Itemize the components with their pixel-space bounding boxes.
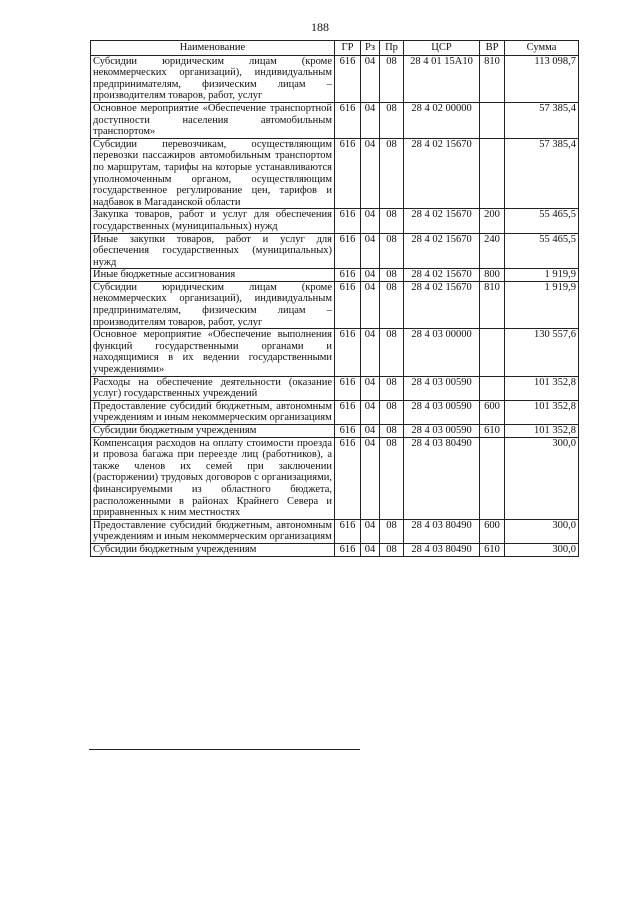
row-rz: 04 [361,519,380,543]
row-rz: 04 [361,543,380,556]
table-row [91,519,579,543]
row-vr [480,329,505,376]
row-rz: 04 [361,425,380,438]
row-csr: 28 4 02 15670 [404,209,480,233]
row-sum: 1 919,9 [505,281,579,328]
row-name: Компенсация расходов на оплату стоимости проезда и провоза багажа при переезде лиц (работников), а также членов их семей при заключении (расторжении) трудовых договоров с организациями, финансируемыми из областного бюджета, расположенными в районах Крайнего Севера и приравненных к ним местностях [91,437,335,519]
row-pr: 08 [380,55,404,102]
table-row [91,55,579,102]
row-gr: 616 [335,281,361,328]
row-pr: 08 [380,329,404,376]
row-csr: 28 4 03 80490 [404,543,480,556]
row-rz: 04 [361,376,380,400]
row-name: Основное мероприятие «Обеспечение транспортной доступности населения автомобильным транспортом» [91,102,335,138]
row-vr [480,437,505,519]
header-rz: Рз [361,41,380,56]
row-csr: 28 4 03 00590 [404,376,480,400]
row-vr: 600 [480,400,505,424]
row-vr: 800 [480,269,505,282]
row-gr: 616 [335,425,361,438]
row-vr: 610 [480,543,505,556]
row-vr: 610 [480,425,505,438]
row-vr: 810 [480,281,505,328]
header-sum: Сумма [505,41,579,56]
row-gr: 616 [335,209,361,233]
table-row [91,437,579,519]
table-row [91,269,579,282]
row-name: Предоставление субсидий бюджетным, автономным учреждениям и иным некоммерческим организациям [91,519,335,543]
row-vr: 810 [480,55,505,102]
row-gr: 616 [335,519,361,543]
row-pr: 08 [380,233,404,269]
table-row [91,138,579,209]
row-sum: 1 919,9 [505,269,579,282]
row-sum: 101 352,8 [505,425,579,438]
table-row [91,329,579,376]
row-vr [480,102,505,138]
row-sum: 300,0 [505,519,579,543]
row-vr: 600 [480,519,505,543]
row-sum: 300,0 [505,437,579,519]
row-rz: 04 [361,269,380,282]
row-sum: 101 352,8 [505,376,579,400]
header-vr: ВР [480,41,505,56]
table-row [91,102,579,138]
row-name: Субсидии бюджетным учреждениям [91,543,335,556]
footnote-separator-line [89,749,360,750]
row-pr: 08 [380,543,404,556]
row-vr [480,376,505,400]
table-row [91,233,579,269]
row-vr: 200 [480,209,505,233]
row-pr: 08 [380,102,404,138]
row-pr: 08 [380,400,404,424]
row-sum: 101 352,8 [505,400,579,424]
table-header-row [91,41,579,56]
row-sum: 130 557,6 [505,329,579,376]
row-rz: 04 [361,437,380,519]
row-gr: 616 [335,55,361,102]
row-name: Субсидии бюджетным учреждениям [91,425,335,438]
row-gr: 616 [335,376,361,400]
row-csr: 28 4 02 15670 [404,138,480,209]
row-csr: 28 4 02 15670 [404,281,480,328]
row-name: Предоставление субсидий бюджетным, автономным учреждениям и иным некоммерческим организациям [91,400,335,424]
row-name: Субсидии юридическим лицам (кроме некоммерческих организаций), индивидуальным предпринимателям, физическим лицам – производителям товаров, работ, услуг [91,281,335,328]
row-sum: 55 465,5 [505,233,579,269]
row-gr: 616 [335,102,361,138]
header-pr: Пр [380,41,404,56]
row-rz: 04 [361,209,380,233]
row-name: Иные бюджетные ассигнования [91,269,335,282]
row-csr: 28 4 02 15670 [404,233,480,269]
row-csr: 28 4 03 00000 [404,329,480,376]
row-pr: 08 [380,437,404,519]
row-name: Субсидии юридическим лицам (кроме некоммерческих организаций), индивидуальным предпринимателям, физическим лицам – производителям товаров, работ, услуг [91,55,335,102]
header-name: Наименование [91,41,335,56]
table-row [91,209,579,233]
row-gr: 616 [335,329,361,376]
row-rz: 04 [361,233,380,269]
row-gr: 616 [335,400,361,424]
row-gr: 616 [335,269,361,282]
row-rz: 04 [361,329,380,376]
row-gr: 616 [335,437,361,519]
table-row [91,281,579,328]
header-csr: ЦСР [404,41,480,56]
row-csr: 28 4 02 00000 [404,102,480,138]
row-name: Расходы на обеспечение деятельности (оказание услуг) государственных учреждений [91,376,335,400]
row-name: Основное мероприятие «Обеспечение выполнения функций государственными органами и находящимися в их ведении государственными учреждениями» [91,329,335,376]
row-pr: 08 [380,376,404,400]
row-name: Иные закупки товаров, работ и услуг для обеспечения государственных (муниципальных) нужд [91,233,335,269]
row-csr: 28 4 03 00590 [404,425,480,438]
row-name: Закупка товаров, работ и услуг для обеспечения государственных (муниципальных) нужд [91,209,335,233]
row-csr: 28 4 01 15А10 [404,55,480,102]
row-rz: 04 [361,55,380,102]
row-vr [480,138,505,209]
row-csr: 28 4 03 00590 [404,400,480,424]
row-pr: 08 [380,281,404,328]
row-sum: 57 385,4 [505,138,579,209]
table-row [91,425,579,438]
row-pr: 08 [380,138,404,209]
row-pr: 08 [380,425,404,438]
row-vr: 240 [480,233,505,269]
row-csr: 28 4 03 80490 [404,519,480,543]
row-sum: 57 385,4 [505,102,579,138]
row-rz: 04 [361,281,380,328]
table-row [91,400,579,424]
header-gr: ГР [335,41,361,56]
row-rz: 04 [361,400,380,424]
row-sum: 55 465,5 [505,209,579,233]
row-rz: 04 [361,102,380,138]
row-pr: 08 [380,209,404,233]
row-rz: 04 [361,138,380,209]
row-csr: 28 4 02 15670 [404,269,480,282]
page-number: 188 [311,20,329,34]
table-row [91,543,579,556]
budget-table [90,40,579,557]
row-pr: 08 [380,269,404,282]
row-sum: 113 098,7 [505,55,579,102]
row-name: Субсидии перевозчикам, осуществляющим перевозки пассажиров автомобильным транспортом по маршрутам, тарифы на которые устанавливаются уполномоченным органом, осуществляющим государственное регулирование цен, тарифов и надбавок в Магаданской области [91,138,335,209]
row-sum: 300,0 [505,543,579,556]
row-gr: 616 [335,543,361,556]
table-row [91,376,579,400]
row-gr: 616 [335,233,361,269]
row-pr: 08 [380,519,404,543]
row-gr: 616 [335,138,361,209]
row-csr: 28 4 03 80490 [404,437,480,519]
